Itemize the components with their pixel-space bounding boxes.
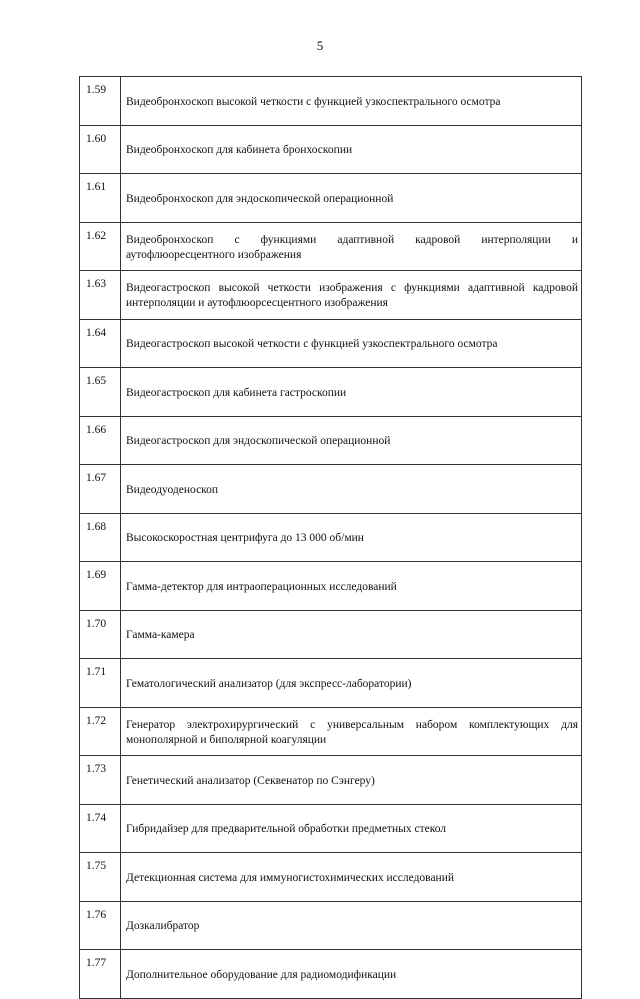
equipment-table-body bbox=[80, 77, 582, 999]
row-number: 1.75 bbox=[80, 853, 121, 902]
row-number: 1.74 bbox=[80, 804, 121, 853]
table-row bbox=[80, 950, 582, 999]
equipment-name: Видеобронхоскоп высокой четкости с функцией узкоспектрального осмотра bbox=[121, 77, 582, 126]
table-row bbox=[80, 319, 582, 368]
equipment-name: Видеобронхоскоп для кабинета бронхоскопии bbox=[121, 125, 582, 174]
row-number: 1.69 bbox=[80, 562, 121, 611]
row-number: 1.70 bbox=[80, 610, 121, 659]
table-row bbox=[80, 901, 582, 950]
row-number: 1.65 bbox=[80, 368, 121, 417]
row-number: 1.73 bbox=[80, 756, 121, 805]
equipment-name: Высокоскоростная центрифуга до 13 000 об/мин bbox=[121, 513, 582, 562]
table-row bbox=[80, 659, 582, 708]
equipment-name: Видеогастроскоп для эндоскопической операционной bbox=[121, 416, 582, 465]
table-row bbox=[80, 610, 582, 659]
equipment-name: Гамма-детектор для интраоперационных исследований bbox=[121, 562, 582, 611]
row-number: 1.67 bbox=[80, 465, 121, 514]
equipment-name: Гибридайзер для предварительной обработки предметных стекол bbox=[121, 804, 582, 853]
equipment-name: Дополнительное оборудование для радиомодификации bbox=[121, 950, 582, 999]
row-number: 1.72 bbox=[80, 707, 121, 756]
row-number: 1.60 bbox=[80, 125, 121, 174]
row-number: 1.59 bbox=[80, 77, 121, 126]
row-number: 1.71 bbox=[80, 659, 121, 708]
equipment-name: Видеобронхоскоп для эндоскопической операционной bbox=[121, 174, 582, 223]
table-row bbox=[80, 125, 582, 174]
table-row bbox=[80, 853, 582, 902]
equipment-name: Генератор электрохирургический с универсальным набором комплектующих для монополярной и биполярной коагуляции bbox=[121, 707, 582, 756]
table-row bbox=[80, 416, 582, 465]
row-number: 1.64 bbox=[80, 319, 121, 368]
table-row bbox=[80, 804, 582, 853]
equipment-name: Гематологический анализатор (для экспресс-лаборатории) bbox=[121, 659, 582, 708]
table-row bbox=[80, 707, 582, 756]
equipment-name: Видеогастроскоп высокой четкости изображения с функциями адаптивной кадровой интерполяции и аутофлюорсесцентного изображения bbox=[121, 271, 582, 320]
equipment-name: Гамма-камера bbox=[121, 610, 582, 659]
table-row bbox=[80, 174, 582, 223]
row-number: 1.68 bbox=[80, 513, 121, 562]
row-number: 1.61 bbox=[80, 174, 121, 223]
table-row bbox=[80, 513, 582, 562]
equipment-name: Детекционная система для иммуногистохимических исследований bbox=[121, 853, 582, 902]
table-row bbox=[80, 271, 582, 320]
equipment-name: Видеогастроскоп высокой четкости с функцией узкоспектрального осмотра bbox=[121, 319, 582, 368]
row-number: 1.77 bbox=[80, 950, 121, 999]
row-number: 1.62 bbox=[80, 222, 121, 271]
row-number: 1.66 bbox=[80, 416, 121, 465]
row-number: 1.63 bbox=[80, 271, 121, 320]
equipment-name: Генетический анализатор (Секвенатор по Сэнгеру) bbox=[121, 756, 582, 805]
row-number: 1.76 bbox=[80, 901, 121, 950]
table-row bbox=[80, 368, 582, 417]
equipment-name: Видеогастроскоп для кабинета гастроскопии bbox=[121, 368, 582, 417]
table-row bbox=[80, 465, 582, 514]
equipment-name: Видеобронхоскоп с функциями адаптивной кадровой интерполяции и аутофлюоресцентного изображения bbox=[121, 222, 582, 271]
equipment-name: Видеодуоденоскоп bbox=[121, 465, 582, 514]
table-row bbox=[80, 222, 582, 271]
equipment-table bbox=[79, 76, 582, 999]
table-row bbox=[80, 562, 582, 611]
table-row bbox=[80, 756, 582, 805]
page-number: 5 bbox=[316, 38, 324, 53]
equipment-name: Дозкалибратор bbox=[121, 901, 582, 950]
table-row bbox=[80, 77, 582, 126]
